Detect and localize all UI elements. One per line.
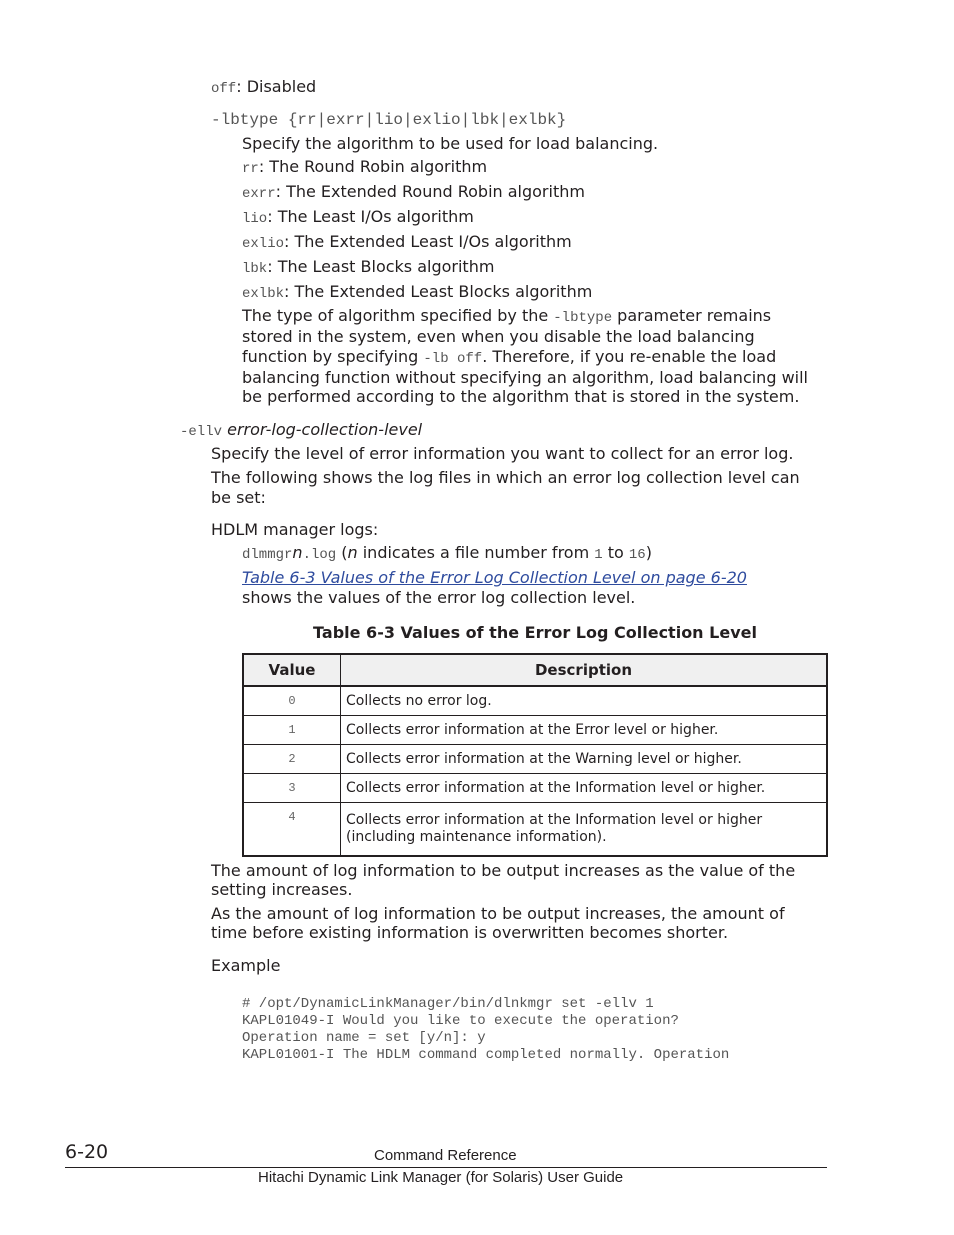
logfile-n: n [347, 543, 358, 562]
algorithm-code: exrr [242, 186, 276, 202]
code-line: KAPL01001-I The HDLM command completed normally. Operation [242, 1047, 730, 1063]
off-option-line [211, 77, 316, 99]
algorithm-text: : The Extended Least Blocks algorithm [284, 282, 593, 301]
algorithm-item [242, 207, 474, 229]
after-table-line: The amount of log information to be output increases as the value of the [211, 861, 796, 880]
algorithm-item [242, 157, 487, 179]
hdlm-manager-logs-label: HDLM manager logs: [211, 520, 379, 539]
code-line: # /opt/DynamicLinkManager/bin/dlnkmgr set -ellv 1 [242, 996, 654, 1012]
cell-description: Collects error information at the Warning level or higher. [341, 745, 828, 774]
algorithm-text: : The Extended Least I/Os algorithm [284, 232, 572, 251]
algorithm-text: : The Extended Round Robin algorithm [275, 182, 585, 201]
lbtype-syntax: -lbtype {rr|exrr|lio|exlio|lbk|exlbk} [211, 111, 567, 129]
lbtype-code: -lbtype [553, 310, 613, 326]
after-table-line: As the amount of log information to be output increases, the amount of [211, 904, 785, 923]
algorithm-item [242, 257, 494, 279]
cell-value: 2 [243, 745, 341, 774]
cell-description-line: (including maintenance information). [346, 829, 607, 845]
lbtype-note-line [242, 306, 771, 328]
code-example [242, 996, 729, 1064]
logfile-text: to [602, 543, 629, 562]
footer-section: Command Reference [374, 1147, 517, 1164]
table-row [243, 686, 827, 716]
table-ref-link[interactable]: Table 6-3 Values of the Error Log Collection Level on page 6-20 [242, 568, 747, 587]
algorithm-item [242, 282, 592, 304]
logfile-text: indicates a file number from [357, 543, 595, 562]
cell-description [341, 803, 828, 857]
header-description: Description [341, 654, 828, 686]
logfile-text: ) [645, 543, 652, 562]
note-text: function by specifying [242, 347, 424, 366]
logfile-ext: .log [302, 547, 337, 563]
lbtype-note-line: balancing function without specifying an algorithm, load balancing will [242, 368, 808, 387]
algorithm-code: lio [242, 211, 268, 227]
example-label: Example [211, 956, 281, 975]
page-number: 6-20 [65, 1141, 109, 1163]
code-line: KAPL01049-I Would you like to execute the operation? [242, 1013, 679, 1029]
algorithm-code: exlio [242, 236, 285, 252]
ellv-files-line: be set: [211, 488, 266, 507]
logfile-from: 1 [594, 547, 603, 563]
ellv-param: error-log-collection-level [227, 420, 423, 439]
note-text: The type of algorithm specified by the [242, 306, 554, 325]
ellv-syntax [180, 420, 422, 442]
lb-off-code: -lb off [423, 351, 483, 367]
algorithm-item [242, 182, 585, 204]
logfile-to: 16 [628, 547, 646, 563]
note-text: parameter remains [612, 306, 772, 325]
cell-value: 3 [243, 774, 341, 803]
code-line: Operation name = set [y/n]: y [242, 1030, 486, 1046]
off-text: : Disabled [236, 77, 317, 96]
table-ref-line [242, 568, 747, 588]
algorithm-code: lbk [242, 261, 268, 277]
off-code: off [211, 81, 237, 97]
table-ref-text: shows the values of the error log collection level. [242, 588, 636, 607]
lbtype-description: Specify the algorithm to be used for load balancing. [242, 134, 659, 153]
logfile-text: ( [336, 543, 348, 562]
algorithm-text: : The Least I/Os algorithm [267, 207, 474, 226]
cell-value: 4 [243, 803, 341, 857]
algorithm-code: exlbk [242, 286, 285, 302]
footer-book-title: Hitachi Dynamic Link Manager (for Solaris) User Guide [258, 1169, 624, 1186]
cell-value: 0 [243, 686, 341, 716]
table-caption: Table 6-3 Values of the Error Log Collection Level [313, 623, 757, 642]
algorithm-code: rr [242, 161, 259, 177]
algorithm-item [242, 232, 572, 254]
cell-description-line: Collects error information at the Information level or higher [346, 812, 763, 828]
lbtype-note-line: stored in the system, even when you disable the load balancing [242, 327, 755, 346]
after-table-line: setting increases. [211, 880, 353, 899]
table-row [243, 803, 827, 857]
table-row [243, 774, 827, 803]
table-row [243, 716, 827, 745]
logfile-code: dlmmgr [242, 547, 293, 563]
table-header-row [243, 654, 827, 686]
note-text: . Therefore, if you re-enable the load [482, 347, 777, 366]
logfile-line [242, 543, 652, 565]
footer-divider [65, 1167, 827, 1168]
after-table-line: time before existing information is overwritten becomes shorter. [211, 923, 729, 942]
ellv-files-line: The following shows the log files in which an error log collection level can [211, 468, 800, 487]
ellv-description: Specify the level of error information you want to collect for an error log. [211, 444, 794, 463]
lbtype-note-line: be performed according to the algorithm that is stored in the system. [242, 387, 800, 406]
cell-description: Collects error information at the Information level or higher. [341, 774, 828, 803]
table-row [243, 745, 827, 774]
cell-value: 1 [243, 716, 341, 745]
lbtype-note-line [242, 347, 776, 369]
ellv-code: -ellv [180, 424, 223, 440]
error-log-level-table [242, 653, 828, 857]
logfile-n: n [292, 543, 303, 562]
algorithm-text: : The Round Robin algorithm [258, 157, 488, 176]
cell-description: Collects no error log. [341, 686, 828, 716]
header-value: Value [243, 654, 341, 686]
algorithm-text: : The Least Blocks algorithm [267, 257, 495, 276]
cell-description: Collects error information at the Error level or higher. [341, 716, 828, 745]
